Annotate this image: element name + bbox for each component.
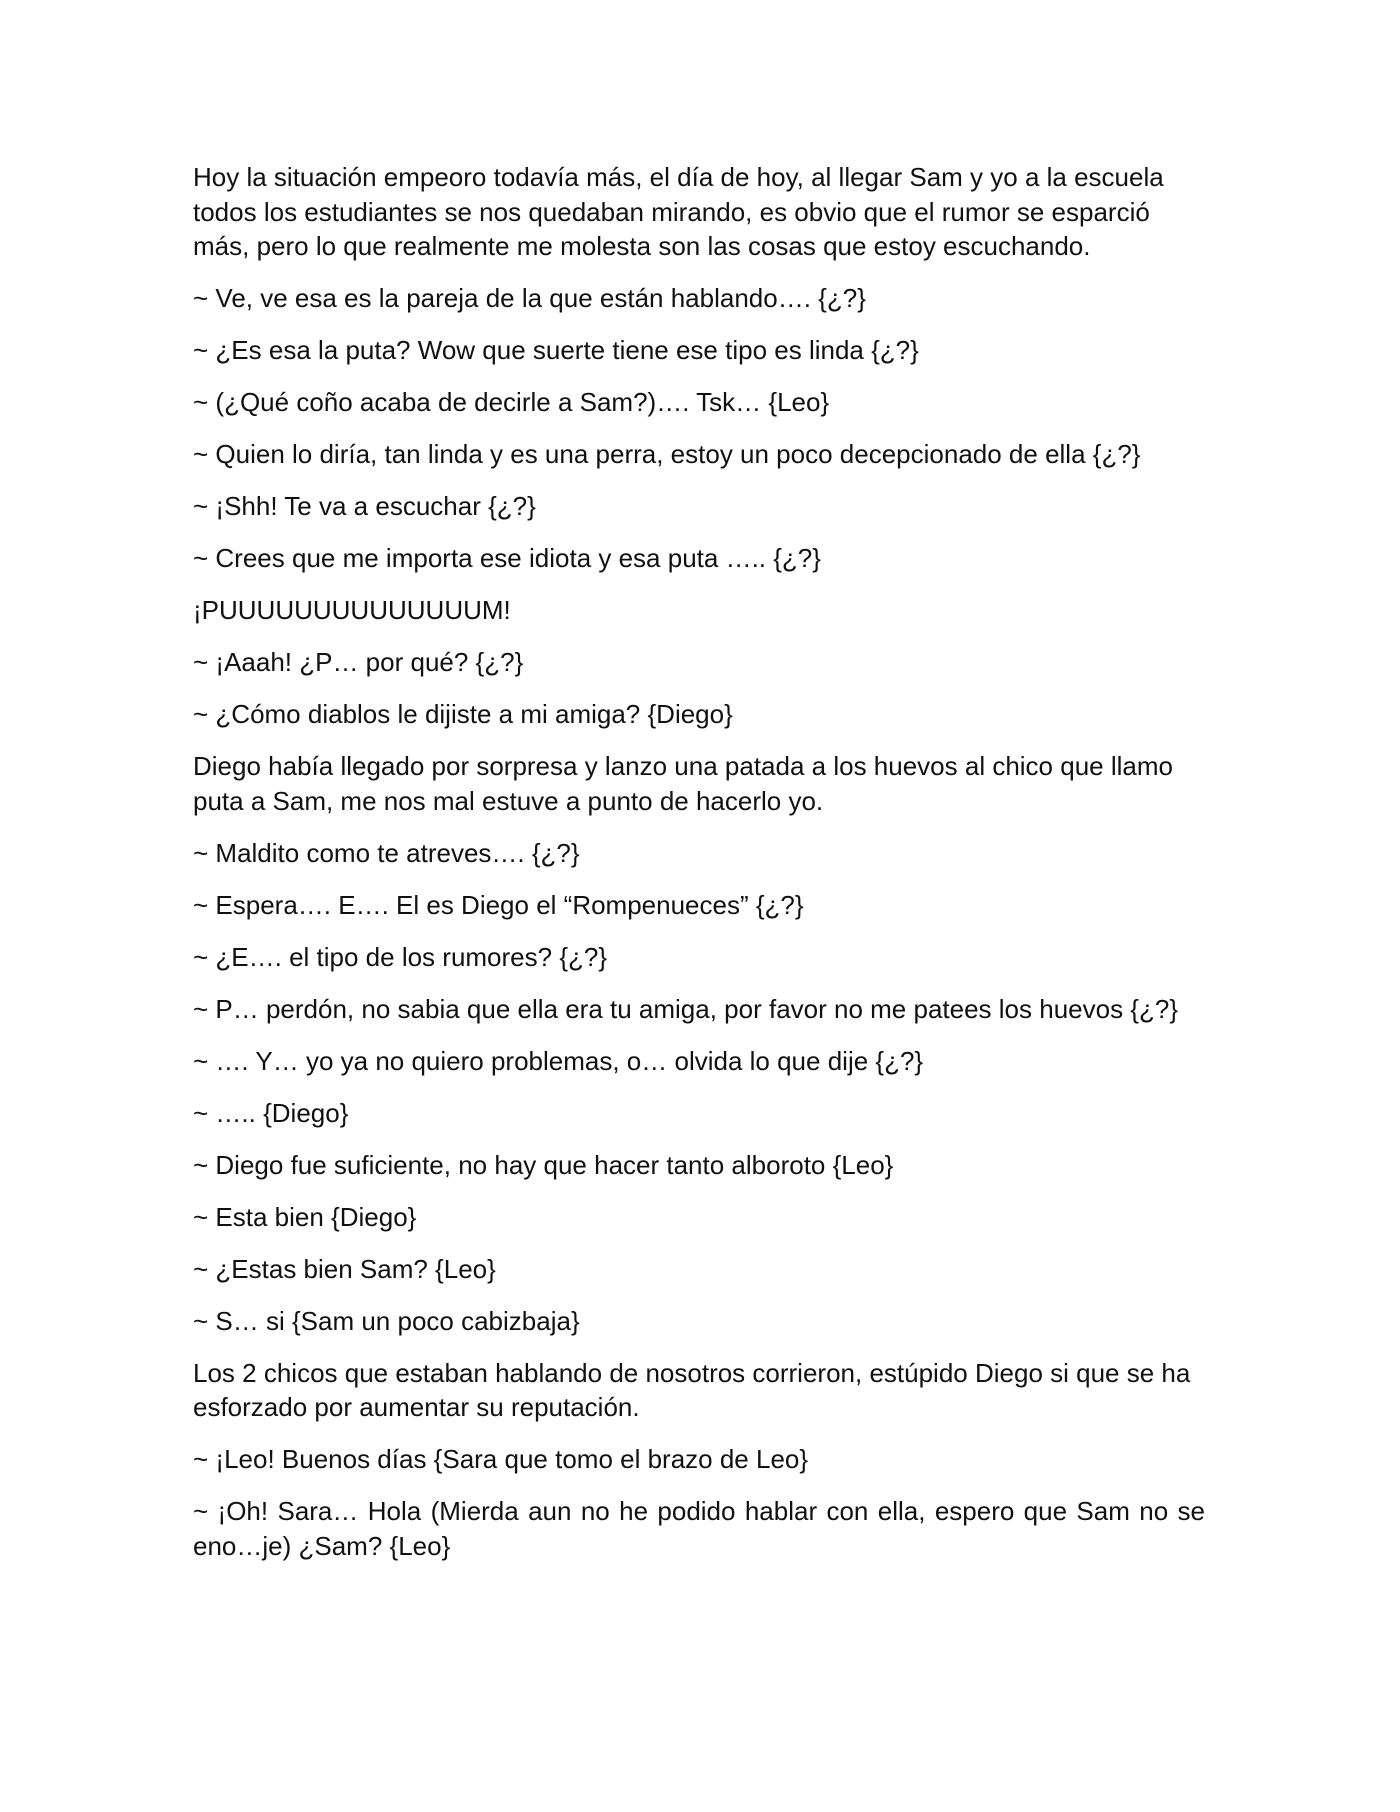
dialogue-line-23: ~ ¡Oh! Sara… Hola (Mierda aun no he podido hablar con ella, espero que Sam no se eno…je) ¿Sam? {Leo} — [193, 1496, 1205, 1561]
dialogue-line-15: ~ …. Y… yo ya no quiero problemas, o… olvida lo que dije {¿?} — [193, 1045, 924, 1076]
dialogue-line-4: ~ Quien lo diría, tan linda y es una perra, estoy un poco decepcionado de ella {¿?} — [193, 439, 1141, 469]
dialogue-line-1: ~ Ve, ve esa es la pareja de la que están hablando…. {¿?} — [193, 283, 866, 313]
dialogue-line-6: ~ Crees que me importa ese idiota y esa puta ….. {¿?} — [193, 543, 821, 573]
dialogue-line-8: ~ ¡Aaah! ¿P… por qué? {¿?} — [193, 647, 524, 677]
dialogue-line-11: ~ Maldito como te atreves…. {¿?} — [193, 837, 580, 868]
document-body — [193, 160, 1205, 1581]
dialogue-line-13: ~ ¿E…. el tipo de los rumores? {¿?} — [193, 941, 608, 972]
dialogue-line-20: ~ S… si {Sam un poco cabizbaja} — [193, 1305, 580, 1336]
dialogue-line-12: ~ Espera…. E…. El es Diego el “Rompenueces” {¿?} — [193, 889, 804, 920]
dialogue-line-2: ~ ¿Es esa la puta? Wow que suerte tiene ese tipo es linda {¿?} — [193, 335, 919, 365]
dialogue-line-18: ~ Esta bien {Diego} — [193, 1201, 417, 1232]
dialogue-line-16: ~ ….. {Diego} — [193, 1097, 349, 1128]
dialogue-line-9: ~ ¿Cómo diablos le dijiste a mi amiga? {Diego} — [193, 699, 733, 729]
dialogue-line-5: ~ ¡Shh! Te va a escuchar {¿?} — [193, 491, 536, 521]
paragraph-10: Diego había llegado por sorpresa y lanzo una patada a los huevos al chico que llamo puta a Sam, me nos mal estuve a punto de hacerlo yo. — [193, 751, 1173, 816]
dialogue-line-17: ~ Diego fue suficiente, no hay que hacer tanto alboroto {Leo} — [193, 1149, 894, 1180]
dialogue-line-19: ~ ¿Estas bien Sam? {Leo} — [193, 1253, 496, 1284]
dialogue-line-22: ~ ¡Leo! Buenos días {Sara que tomo el brazo de Leo} — [193, 1444, 809, 1474]
dialogue-line-3: ~ (¿Qué coño acaba de decirle a Sam?)…. Tsk… {Leo} — [193, 387, 830, 417]
paragraph-0: Hoy la situación empeoro todavía más, el día de hoy, al llegar Sam y yo a la escuela todos los estudiantes se nos quedaban mirando, es obvio que el rumor se esparció más, pero lo que realmente me molesta son las cosas que estoy escuchando. — [193, 162, 1164, 261]
dialogue-line-14: ~ P… perdón, no sabia que ella era tu amiga, por favor no me patees los huevos {¿?} — [193, 993, 1179, 1024]
sound-effect: ¡PUUUUUUUUUUUUUUM! — [193, 595, 511, 625]
paragraph-21: Los 2 chicos que estaban hablando de nosotros corrieron, estúpido Diego si que se ha esforzado por aumentar su reputación. — [193, 1357, 1191, 1422]
